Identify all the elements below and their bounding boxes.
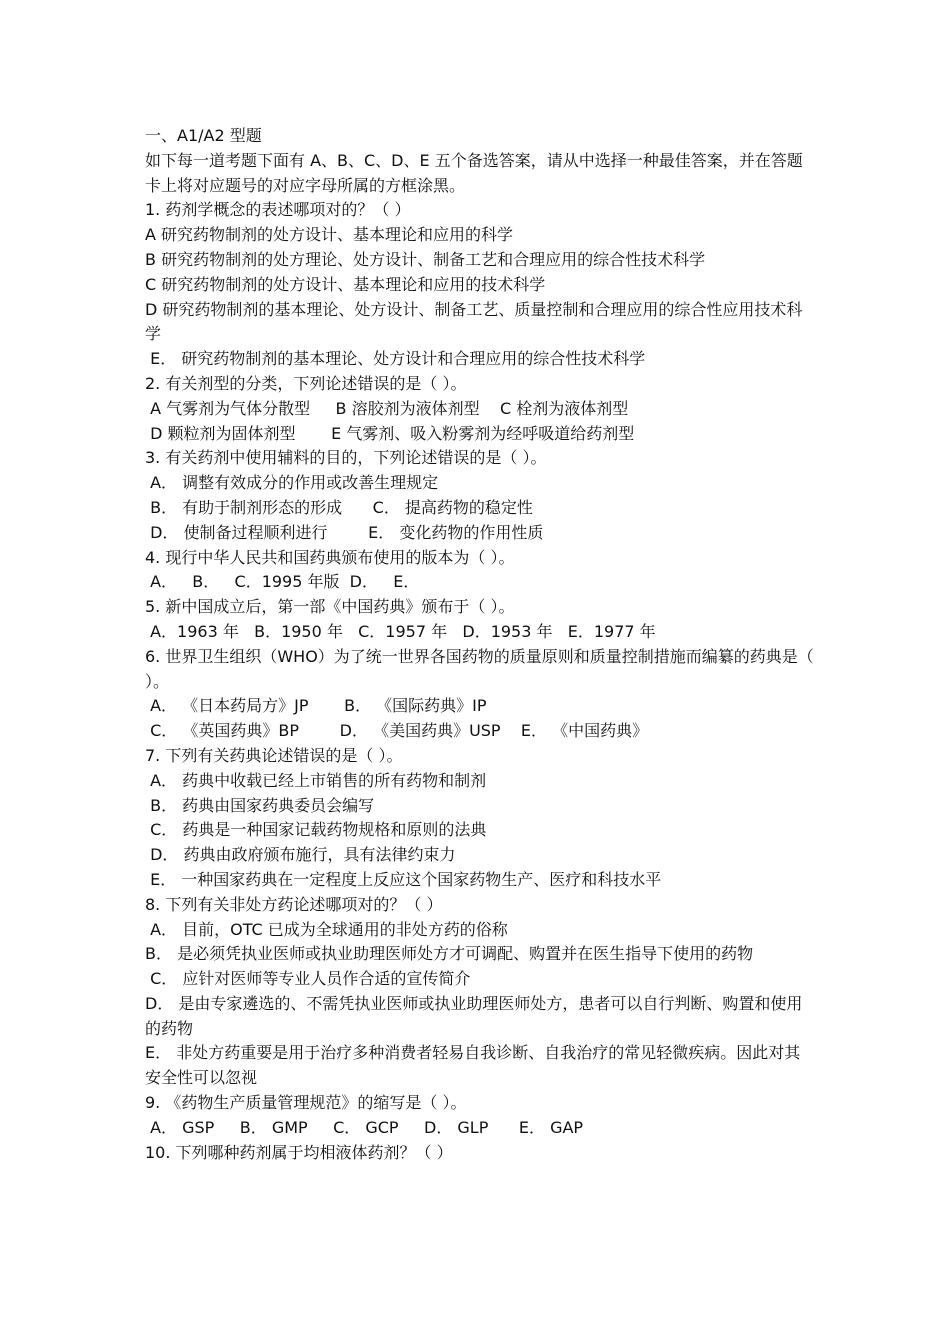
- option-line: A． GSP B． GMP C． GCP D． GLP E． GAP: [145, 1117, 584, 1137]
- option-line: E． 研究药物制剂的基本理论、处方设计和合理应用的综合性技术科学: [145, 349, 646, 369]
- question-stem: 8. 下列有关非处方药论述哪项对的？（ ）: [145, 894, 443, 914]
- question-stem: 10. 下列哪种药剂属于均相液体药剂？（ ）: [145, 1142, 453, 1162]
- document-page: [145, 124, 815, 1165]
- question-3: [145, 446, 815, 545]
- option-line: D 研究药物制剂的基本理论、处方设计、制备工艺、质量控制和合理应用的综合性应用技术科学: [145, 299, 803, 344]
- question-stem: 6. 世界卫生组织（WHO）为了统一世界各国药物的质量原则和质量控制措施而编纂的药典是（ ）。: [145, 646, 814, 691]
- option-line: B 研究药物制剂的处方理论、处方设计、制备工艺和合理应用的综合性技术科学: [145, 249, 706, 269]
- option-line: A． B． C．1995 年版 D． E．: [145, 572, 420, 592]
- option-line: C． 药典是一种国家记载药物规格和原则的法典: [145, 820, 487, 840]
- question-stem: 2. 有关剂型的分类，下列论述错误的是（ ）。: [145, 373, 467, 393]
- option-line: A． 药典中收载已经上市销售的所有药物和制剂: [145, 770, 487, 790]
- option-line: D． 是由专家遴选的、不需凭执业医师或执业助理医师处方，患者可以自行判断、购置和使用的药物: [145, 993, 803, 1038]
- question-stem: 5. 新中国成立后，第一部《中国药典》颁布于（ ）。: [145, 597, 515, 617]
- option-line: A． 目前，OTC 已成为全球通用的非处方药的俗称: [145, 919, 508, 939]
- option-line: D 颗粒剂为固体剂型 E 气雾剂、吸入粉雾剂为经呼吸道给药剂型: [145, 423, 635, 443]
- question-stem: 4. 现行中华人民共和国药典颁布使用的版本为（ ）。: [145, 547, 515, 567]
- option-line: D． 使制备过程顺利进行 E． 变化药物的作用性质: [145, 522, 544, 542]
- question-7: [145, 744, 815, 893]
- option-line: A． 调整有效成分的作用或改善生理规定: [145, 473, 439, 493]
- question-stem: 1. 药剂学概念的表述哪项对的？（ ）: [145, 200, 411, 220]
- question-9: [145, 1091, 815, 1141]
- question-stem: 9. 《药物生产质量管理规范》的缩写是（ ）。: [145, 1093, 467, 1113]
- option-line: E． 一种国家药典在一定程度上反应这个国家药物生产、医疗和科技水平: [145, 869, 662, 889]
- questions-list: [145, 198, 815, 1165]
- question-4: [145, 546, 815, 596]
- instructions-paragraph: 如下每一道考题下面有 A、B、C、D、E 五个备选答案，请从中选择一种最佳答案，并在答题卡上将对应题号的对应字母所属的方框涂黑。: [145, 150, 803, 195]
- question-8: [145, 893, 815, 1091]
- option-line: B． 有助于制剂形态的形成 C． 提高药物的稳定性: [145, 497, 533, 517]
- section-title: 一、A1/A2 型题: [145, 126, 262, 145]
- question-stem: 3. 有关药剂中使用辅料的目的，下列论述错误的是（ ）。: [145, 448, 547, 468]
- option-line: A．1963 年 B．1950 年 C．1957 年 D．1953 年 E．1977 年: [145, 621, 656, 641]
- question-6: [145, 645, 815, 744]
- option-line: D． 药典由政府颁布施行，具有法律约束力: [145, 845, 456, 865]
- question-2: [145, 372, 815, 446]
- option-line: C． 《英国药典》BP D． 《美国药典》USP E． 《中国药典》: [145, 721, 649, 741]
- option-line: E． 非处方药重要是用于治疗多种消费者轻易自我诊断、自我治疗的常见轻微疾病。因此对其安全性可以忽视: [145, 1043, 801, 1088]
- option-line: A． 《日本药局方》JP B． 《国际药典》IP: [145, 696, 487, 716]
- question-5: [145, 595, 815, 645]
- question-10: [145, 1141, 815, 1166]
- option-line: C 研究药物制剂的处方设计、基本理论和应用的技术科学: [145, 274, 546, 294]
- question-1: [145, 198, 815, 372]
- question-stem: 7. 下列有关药典论述错误的是（ ）。: [145, 745, 403, 765]
- option-line: A 气雾剂为气体分散型 B 溶胶剂为液体剂型 C 栓剂为液体剂型: [145, 398, 629, 418]
- option-line: B． 是必须凭执业医师或执业助理医师处方才可调配、购置并在医生指导下使用的药物: [145, 944, 754, 964]
- option-line: B． 药典由国家药典委员会编写: [145, 795, 375, 815]
- option-line: C． 应针对医师等专业人员作合适的宣传简介: [145, 969, 471, 989]
- option-line: A 研究药物制剂的处方设计、基本理论和应用的科学: [145, 225, 514, 245]
